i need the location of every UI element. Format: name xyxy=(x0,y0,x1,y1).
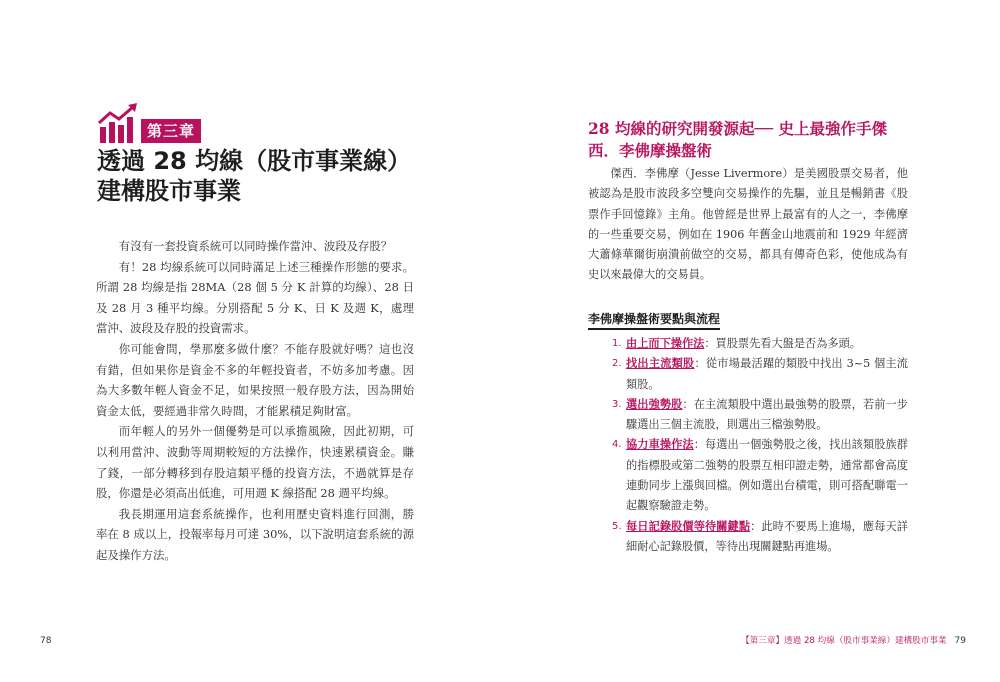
step-number: 1. xyxy=(612,338,622,349)
step-lead: 每日記錄股價等待關鍵點 xyxy=(626,519,751,533)
step-text: ：從市場最活躍的類股中找出 3~5 個主流類股。 xyxy=(626,357,908,391)
left-body-text xyxy=(96,236,414,566)
sub-heading: 李佛摩操盤術要點與流程 xyxy=(588,310,720,330)
rising-chart-icon xyxy=(97,103,141,143)
step-lead: 選出強勢股 xyxy=(626,397,683,411)
chapter-title xyxy=(97,146,437,206)
list-item xyxy=(612,354,908,395)
step-text: ：此時不要馬上進場，應每天詳細耐心記錄股價，等待出現關鍵點再進場。 xyxy=(626,519,908,553)
chapter-title-line-1: 透過 28 均線（股市事業線） xyxy=(97,147,412,175)
chapter-title-line-2: 建構股市事業 xyxy=(97,177,241,205)
page-number-left: 78 xyxy=(40,636,52,646)
step-text: ：每選出一個強勢股之後，找出該類股族群的指標股或第二強勢的股票互相印證走勢，通常都會高度連動同步上漲與回檔。例如選出台積電，則可搭配聯電一起觀察驗證走勢。 xyxy=(626,438,908,513)
footer-right xyxy=(741,634,966,646)
paragraph: 我長期運用這套系統操作，也利用歷史資料進行回測，勝率在 8 成以上，投報率每月可達 30%，以下說明這套系統的源起及操作方法。 xyxy=(96,506,414,562)
list-item xyxy=(612,435,908,516)
running-head: 【第三章】透過 28 均線（股市事業線）建構股市事業 xyxy=(741,636,947,646)
step-text: ：買股票先看大盤是否為多頭。 xyxy=(704,337,861,350)
intro-text xyxy=(588,164,908,286)
right-page xyxy=(500,0,1000,682)
step-number: 3. xyxy=(612,398,622,410)
step-text: ：在主流類股中選出最強勢的股票，若前一步驟選出三個主流股，則選出三檔強勢股。 xyxy=(626,397,908,432)
step-lead: 由上而下操作法 xyxy=(626,337,705,350)
list-item xyxy=(612,334,908,354)
paragraph: 你可能會問，學那麼多做什麼？不能存股就好嗎？這也沒有錯，但如果你是資金不多的年輕投資者，不妨多加考慮。因為大多數年輕人資金不足，如果按照一般存股方法，因為開始資金太低，要經過非常久時間，才能累積足夠財富。 xyxy=(96,341,414,418)
paragraph: 有！28 均線系統可以同時滿足上述三種操作形態的要求。所謂 28 均線是指 28MA（28 個 5 分 K 計算的均線）、28 日及 28 月 3 種平均線。分別搭配 5 分 K、日 K 及週 K，處理當沖、波段及存股的投資需求。 xyxy=(96,259,414,336)
section-title: 28 均線的研究開發源起── 史上最強作手傑西．李佛摩操盤術 xyxy=(588,119,888,160)
step-lead: 找出主流類股 xyxy=(626,357,695,371)
step-number: 4. xyxy=(612,439,622,451)
steps-list xyxy=(612,334,908,557)
paragraph: 而年輕人的另外一個優勢是可以承擔風險，因此初期，可以利用當沖、波動等周期較短的方法操作，快速累積資金。賺了錢，一部分轉移到存股這類平穩的投資方法，不過就算是存股，你還是必須高出低進，可用週 K 線搭配 28 週平均線。 xyxy=(96,424,414,501)
list-item xyxy=(612,395,908,436)
intro-paragraph: 傑西．李佛摩（Jesse Livermore）是美國股票交易者，他被認為是股市波段多空雙向交易操作的先驅，並且是暢銷書《股票作手回憶錄》主角。他曾經是世界上最富有的人之一，李佛摩的一些重要交易，例如在 1906 年舊金山地震前和 1929 年經濟大蕭條華爾街崩潰前做空的交易，都具有傳奇色彩，使他成為有史以來最偉大的交易員。 xyxy=(588,167,908,282)
step-number: 5. xyxy=(612,520,622,532)
page-number-right: 79 xyxy=(954,636,966,646)
step-lead: 協力車操作法 xyxy=(626,438,694,452)
paragraph: 有沒有一套投資系統可以同時操作當沖、波段及存股？ xyxy=(118,239,393,253)
chapter-label: 第三章 xyxy=(141,119,201,143)
list-item xyxy=(612,517,908,558)
step-number: 2. xyxy=(612,358,622,370)
